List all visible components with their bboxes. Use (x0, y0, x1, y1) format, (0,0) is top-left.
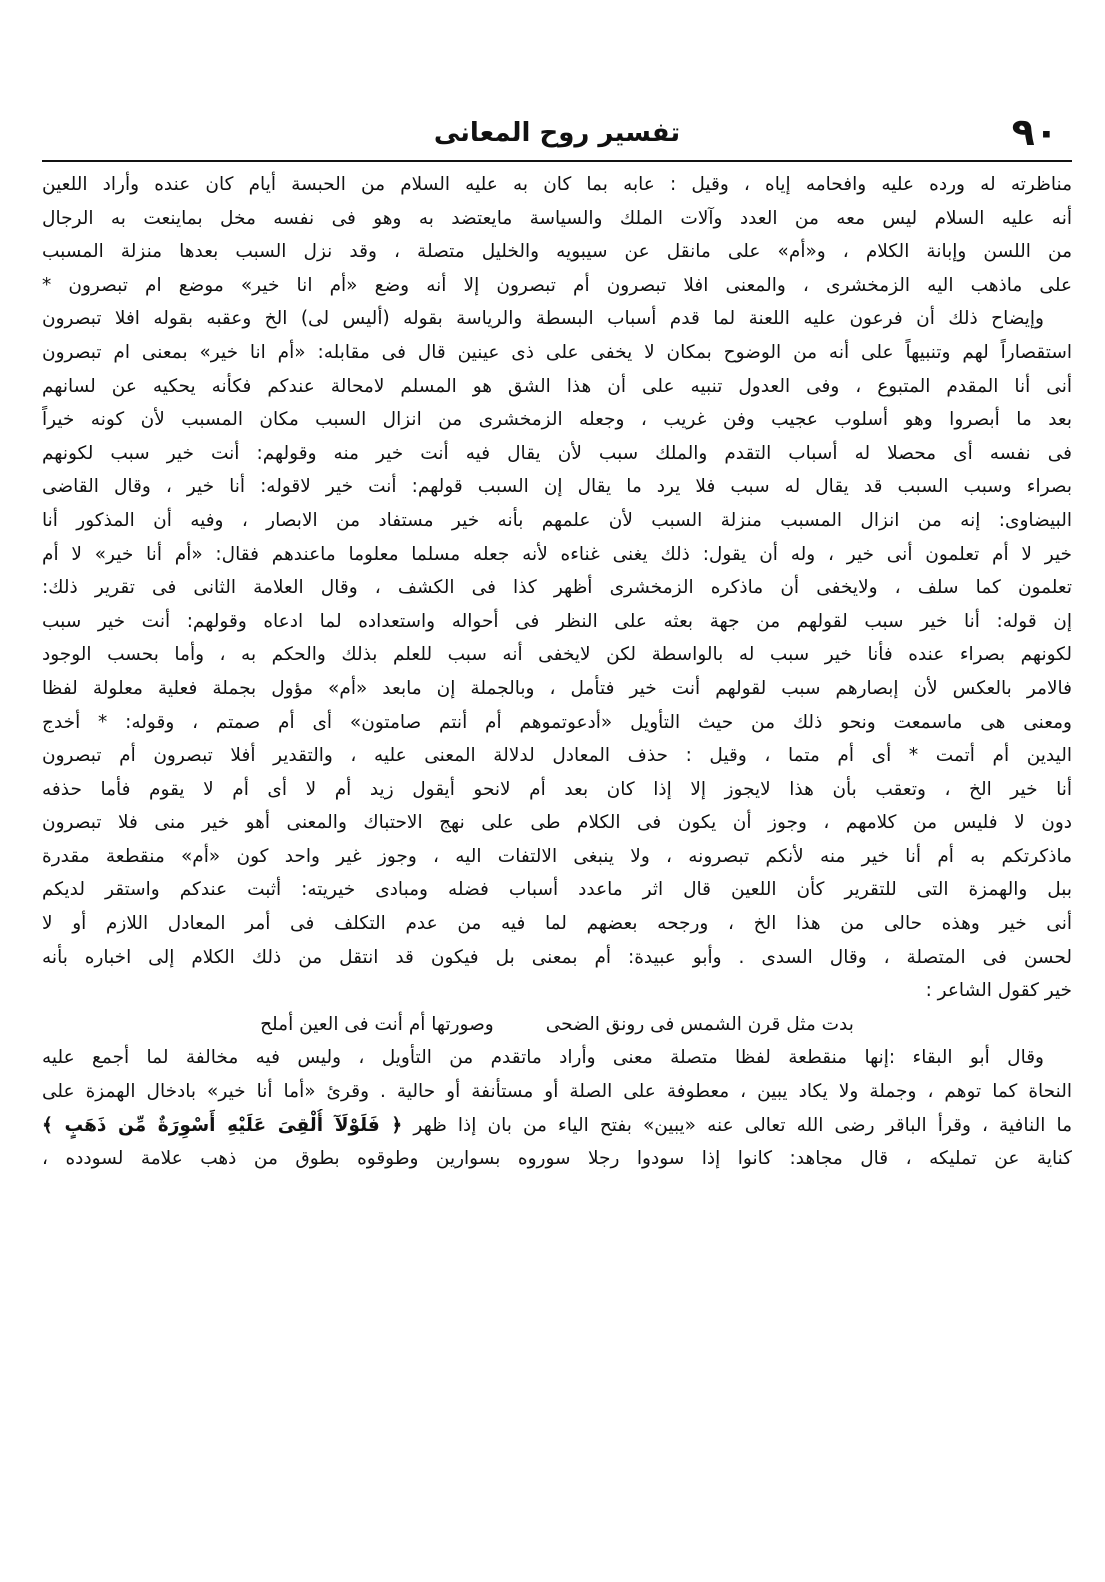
text-line: فى نفسه أى محصلا له أسباب التقدم والملك سبب لأن يقال فيه أنت خير منه وقولهم: أنت خير سبب لكونهم (42, 442, 1072, 464)
text-line: استقصاراً لهم وتنبيهاً على أنه من الوضوح بمكان لا يخفى على ذى عينين قال فى مقابله: «أم انا خير» بمعنى ام تبصرون (42, 341, 1072, 363)
text-line: ببل والهمزة التى للتقرير كأن اللعين قال اثر ماعدد أسباب فضله ومبادى خيريته: أثبت عندكم واستقر لديكم (42, 879, 1072, 901)
text-line: خير كقول الشاعر : (925, 980, 1072, 1002)
text-line-with-quran (42, 1109, 1072, 1143)
text-line: خير لا أم تعلمون أنى خير ، وله أن يقول: ذلك يغنى غناءه لأنه جعله مسلما معلوما ماعندهم فقال: «أم أنا خير» لا أم (42, 543, 1072, 565)
poetry-verse (42, 1008, 1072, 1042)
text-line: أنى خير وهذه حالى من هذا الخ ، ورجحه بعضهم لما فيه من عدم التكلف فى أمر المعادل اللازم أو لا (42, 913, 1072, 935)
verse-first-hemistich: بدت مثل قرن الشمس فى رونق الضحى (545, 1013, 854, 1035)
text-line: أنا خير الخ ، وتعقب بأن هذا لايجوز إلا إذا كان بعد أم لانحو أيقول زيد أم لا أى أم لا يقوم فأما حذفه (42, 778, 1072, 800)
text-line: أنى أنا المقدم المتبوع ، وفى العدول تنبيه على أن هذا الشق هو المسلم لامحالة عندكم فكأنه يحكيه عن لسانهم (42, 375, 1072, 397)
text-line: وقال أبو البقاء :إنها منقطعة لفظا متصلة معنى وأراد ماتقدم من التأويل ، وليس فيه مخالفة لما أجمع عليه (42, 1047, 1044, 1069)
book-page (42, 108, 1072, 1558)
text-line: البيضاوى: إنه من انزال المسبب منزلة السبب لأن علمهم بأنه خير مستفاد من الابصار ، وفيه أن المذكور أنا (42, 509, 1072, 531)
page-header (42, 108, 1072, 162)
text-line: وإيضاح ذلك أن فرعون عليه اللعنة لما قدم أسباب البسطة والرياسة بقوله (أليس لى) الخ وعقبه بقوله افلا تبصرون (42, 308, 1044, 330)
text-line: أنه عليه السلام ليس معه من العدد وآلات الملك والسياسة مايعتضد به وهو فى نفسه مخل بماينعت به الرجال (42, 207, 1072, 229)
text-line: النحاة كما توهم ، وجملة ولا يكاد يبين ، معطوفة على الصلة أو مستأنفة أو حالية . وقرئ «أما أنا خير» بادخال الهمزة على (42, 1081, 1072, 1103)
text-line: من اللسن وإبانة الكلام ، و«أم» على مانقل عن سيبويه والخليل متصلة ، وقد نزل السبب بعدها منزلة المسبب (42, 241, 1072, 263)
text-line: بعد ما أبصروا وهو أسلوب عجيب وفن غريب ، وجعله الزمخشرى من انزال السبب مكان المسبب لأن كونه خيراً (42, 409, 1072, 431)
running-title: تفسير روح المعانى (433, 118, 681, 148)
page-number: ٩٠ (1011, 110, 1058, 154)
text-line: لحسن فى المتصلة ، وقال السدى . وأبو عبيدة: أم بمعنى بل فيكون قد انتقل من ذلك الكلام إلى اخباره بأنه (42, 946, 1072, 968)
text-line: فالامر بالعكس لأن إبصارهم سبب لقولهم أنت خير فتأمل ، وبالجملة إن مابعد «أم» مؤول بجملة فعلية معلولة لفظا (42, 677, 1072, 699)
text-line: مناظرته له ورده عليه وافحامه إياه ، وقيل : عابه بما كان به عليه السلام من الحبسة أيام كان عنده وأراد اللعين (42, 174, 1072, 195)
verse-second-hemistich: وصورتها أم أنت فى العين أملح (260, 1013, 494, 1035)
text-line: على ماذهب اليه الزمخشرى ، والمعنى افلا تبصرون أم تبصرون إلا أنه وضع «أم انا خير» موضع ام تبصرون * (42, 274, 1072, 296)
text-line: تعلمون كما سلف ، ولايخفى أن ماذكره الزمخشرى أظهر كذا فى الكشف ، وقال العلامة الثانى فى تقرير ذلك: (42, 577, 1072, 599)
text-line: بصراء وسبب السبب قد يقال له سبب فلا يرد ما يقال إن السبب قولهم: أنت خير لاقوله: أنا خير ، وقال القاضى (42, 476, 1072, 498)
text-line: لكونهم بصراء عنده فأنا خير سبب له بالواسطة لكن لايخفى أنه سبب للعلم بذلك والحكم به ، وأما بحسب الوجود (42, 644, 1072, 666)
text-segment: ما النافية ، وقرأ الباقر رضى الله تعالى عنه «يبين» بفتح الياء من بان إذا ظهر (413, 1114, 1072, 1136)
text-line: اليدين أم أتمت * أى أم متما ، وقيل : حذف المعادل لدلالة المعنى عليه ، والتقدير أفلا تبصرون أم تبصرون (42, 745, 1072, 767)
text-line: دون لا فليس من كلامهم ، وجوز أن يكون فى الكلام طى على نهج الاحتباك والمعنى أهو خير منى فلا تبصرون (42, 812, 1072, 834)
body-text (42, 168, 1072, 1176)
quran-quote: ﴿ فَلَوْلَآ أُلْقِىَ عَلَيْهِ أَسْوِرَةٌ مِّن ذَهَبٍ ﴾ (42, 1114, 403, 1136)
text-line: ومعنى هى ماسمعت ونحو ذلك من حيث التأويل «أدعوتموهم أم أنتم صامتون» أى أم صمتم ، وقوله: * أخدج (42, 711, 1072, 733)
text-line: كناية عن تمليكه ، قال مجاهد: كانوا إذا سودوا رجلا سوروه بسوارين وطوقوه بطوق من ذهب علامة لسودده ، (42, 1148, 1072, 1170)
text-line: ماذكرتكم به أم أنا خير منه لأنكم تبصرونه ، ولا ينبغى الالتفات اليه ، وجوز غير واحد كون «أم» منقطعة مقدرة (42, 845, 1072, 867)
text-line: إن قوله: أنا خير سبب لقولهم من جهة بعثه على النظر فى أحواله واستعداده لما ادعاه وقولهم: أنت خير سبب (42, 610, 1072, 632)
